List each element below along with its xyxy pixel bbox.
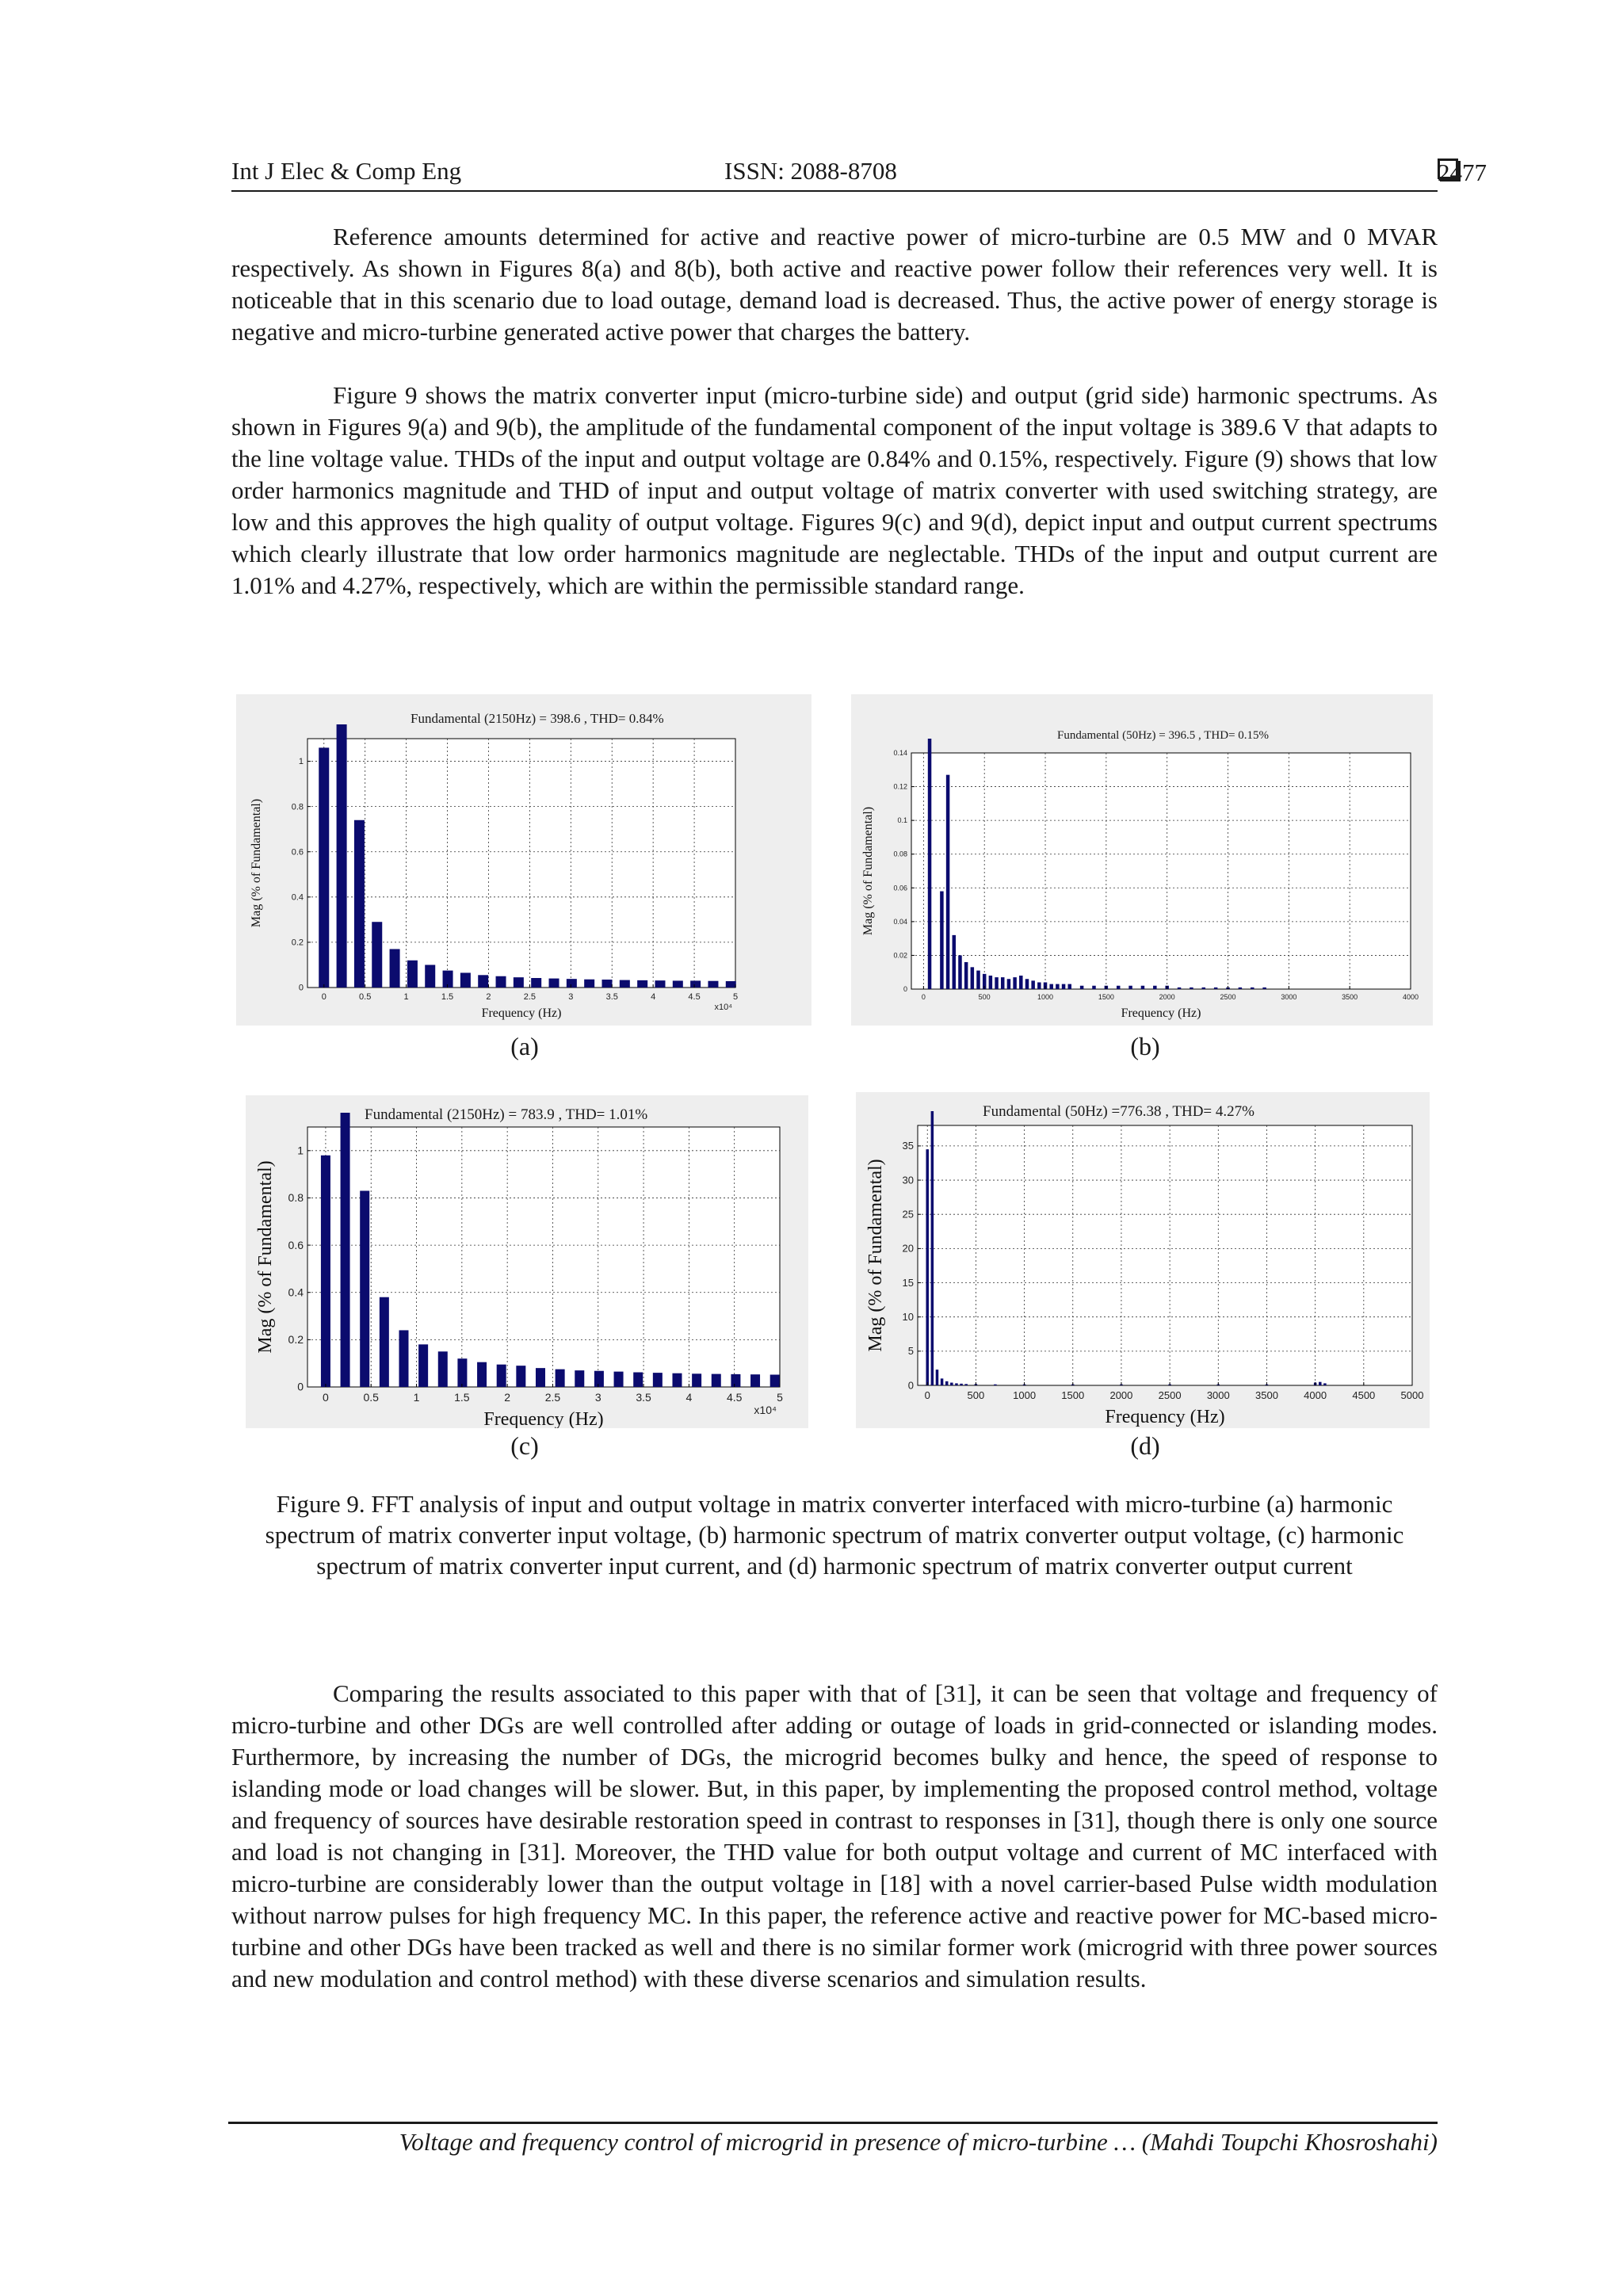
plot-area bbox=[307, 1127, 780, 1387]
bar bbox=[319, 747, 329, 988]
x-tick-label: 4.5 bbox=[688, 992, 701, 1002]
y-tick-label: 0.14 bbox=[893, 749, 907, 757]
bar bbox=[726, 981, 736, 988]
bar bbox=[372, 922, 382, 988]
paragraph-2: Figure 9 shows the matrix converter input (micro-turbine side) and output (grid side) harmonic spectrums. As shown in Figures 9(a) and 9(b), the amplitude of the fundamental component of the input voltage is 389.6 V that adapts to the line voltage value. THDs of the input and output voltage are 0.84% and 0.15%, respectively. Figure (9) shows that low order harmonics magnitude and THD of input and output voltage of matrix converter with used switching strategy, are low and this approves the high quality of output voltage. Figures 9(c) and 9(d), depict input and output current spectrums which clearly illustrate that low order harmonics magnitude are neglectable. THDs of the input and output current are 1.01% and 4.27%, respectively, which are within the permissible standard range. bbox=[231, 381, 1438, 599]
x-tick-label: 1500 bbox=[1098, 993, 1114, 1001]
bar bbox=[418, 1344, 428, 1387]
x-tick-label: 1000 bbox=[1037, 993, 1054, 1001]
bar bbox=[1056, 984, 1060, 989]
bar bbox=[478, 975, 488, 988]
plot-area bbox=[918, 1125, 1412, 1385]
bar bbox=[1214, 988, 1218, 989]
bar bbox=[438, 1351, 448, 1387]
bar bbox=[1178, 988, 1182, 989]
bar bbox=[1037, 982, 1041, 989]
sublabel-c: (c) bbox=[510, 1431, 539, 1460]
x-tick-label: 2 bbox=[486, 992, 491, 1002]
y-tick-label: 0.6 bbox=[291, 847, 304, 858]
bar bbox=[931, 1111, 934, 1385]
y-axis-label: Mag (% of Fundamental) bbox=[250, 798, 263, 928]
x-tick-label: 5 bbox=[777, 1391, 783, 1404]
bar bbox=[354, 820, 365, 988]
bar bbox=[1092, 986, 1096, 989]
bar bbox=[750, 1374, 760, 1387]
sublabel-d: (d) bbox=[1130, 1431, 1160, 1460]
bar bbox=[692, 1373, 701, 1387]
chart-c bbox=[246, 1095, 808, 1428]
x-tick-label: 3 bbox=[568, 992, 574, 1002]
bar bbox=[708, 981, 718, 988]
bar bbox=[770, 1374, 780, 1387]
bar bbox=[989, 976, 993, 989]
x-tick-label: 2.5 bbox=[523, 992, 537, 1002]
bar bbox=[936, 1370, 939, 1385]
x-tick-label: 2500 bbox=[1220, 993, 1236, 1001]
figure-panel-a bbox=[236, 694, 812, 1026]
bar bbox=[655, 980, 665, 988]
bar bbox=[1190, 988, 1193, 989]
footer-rule bbox=[228, 2122, 1438, 2124]
bar bbox=[602, 980, 613, 988]
figure-panel-b bbox=[851, 694, 1433, 1026]
bar bbox=[1117, 986, 1121, 989]
x-tick-label: 0.5 bbox=[359, 992, 372, 1002]
y-tick-label: 0.02 bbox=[893, 951, 907, 960]
bar bbox=[690, 980, 701, 988]
bar bbox=[1202, 988, 1206, 989]
paragraph-1: Reference amounts determined for active and reactive power of micro-turbine are 0.5 MW and 0 MVAR respectively. As shown in Figures 8(a) and 8(b), both active and reactive power follow their references very well. It is noticeable that in this scenario due to load outage, demand load is decreased. Thus, the active power of energy storage is negative and micro-turbine generated active power that charges the battery. bbox=[231, 223, 1438, 346]
sublabel-a: (a) bbox=[510, 1032, 539, 1060]
chart-b bbox=[851, 694, 1433, 1026]
bar bbox=[575, 1370, 584, 1387]
x-tick-label: 1.5 bbox=[454, 1391, 470, 1404]
bar bbox=[995, 977, 999, 989]
y-tick-label: 10 bbox=[902, 1311, 914, 1324]
x-multiplier: x10⁴ bbox=[714, 1003, 732, 1012]
bar bbox=[1251, 988, 1254, 989]
x-tick-label: 2.5 bbox=[544, 1391, 561, 1404]
bar bbox=[341, 1113, 350, 1387]
bar bbox=[926, 1149, 929, 1385]
bar bbox=[633, 1373, 643, 1387]
x-axis-label: Frequency (Hz) bbox=[481, 1007, 562, 1020]
bar bbox=[594, 1371, 604, 1387]
x-tick-label: 2500 bbox=[1158, 1389, 1182, 1401]
bar bbox=[964, 1384, 968, 1385]
sublabel-b: (b) bbox=[1130, 1032, 1160, 1060]
x-tick-label: 500 bbox=[978, 993, 991, 1001]
x-tick-label: 500 bbox=[967, 1389, 985, 1401]
bar bbox=[1001, 977, 1005, 989]
bar bbox=[514, 977, 524, 988]
bar bbox=[1080, 986, 1084, 989]
y-tick-label: 0.08 bbox=[893, 850, 907, 858]
bar bbox=[953, 935, 957, 989]
bar bbox=[1323, 1383, 1327, 1385]
y-tick-label: 0 bbox=[903, 985, 907, 993]
chart-title: Fundamental (2150Hz) = 398.6 , THD= 0.84% bbox=[411, 711, 664, 726]
bar bbox=[950, 1383, 953, 1385]
y-tick-label: 1 bbox=[297, 1144, 304, 1157]
bar bbox=[945, 1381, 949, 1385]
y-tick-label: 0 bbox=[298, 983, 304, 993]
bar bbox=[940, 892, 944, 989]
y-tick-label: 0.2 bbox=[288, 1333, 304, 1347]
y-tick-label: 0.8 bbox=[288, 1191, 304, 1205]
x-tick-label: 3500 bbox=[1342, 993, 1358, 1001]
x-tick-label: 4 bbox=[651, 992, 656, 1002]
bar bbox=[971, 967, 975, 989]
bar bbox=[536, 1368, 545, 1387]
running-footer: Voltage and frequency control of microgrid in presence of micro-turbine … (Mahdi Toupchi Khosroshahi) bbox=[399, 2128, 1438, 2156]
x-tick-label: 1.5 bbox=[441, 992, 454, 1002]
bar bbox=[360, 1191, 369, 1387]
bar bbox=[731, 1374, 740, 1387]
x-tick-label: 1000 bbox=[1013, 1389, 1037, 1401]
bar bbox=[958, 955, 962, 989]
x-tick-label: 4.5 bbox=[726, 1391, 743, 1404]
y-tick-label: 0.4 bbox=[288, 1286, 304, 1299]
bar bbox=[955, 1383, 958, 1385]
bar bbox=[443, 971, 453, 988]
paragraph-3: Comparing the results associated to this paper with that of [31], it can be seen that voltage and frequency of micro-turbine and other DGs are well controlled after adding or outage of loads in grid-connected or islanding modes. Furthermore, by increasing the number of DGs, the microgrid becomes bulky and hence, the speed of response to islanding mode or load changes will be slower. But, in this paper, by implementing the proposed control method, voltage and frequency of sources have desirable restoration speed in contrast to responses in [31], though there is only one source and load is not changing in [31]. Moreover, the THD value for both output voltage and current of MC interfaced with micro-turbine are considerably lower than the output voltage in [18] with a novel carrier-based Pulse width modulation without narrow pulses for high frequency MC. In this paper, the reference active and reactive power for MC-based micro-turbine and other DGs have been tracked as well and there is no similar former work (microgrid with three power sources and new modulation and control method) with these diverse scenarios and simulation results. bbox=[231, 1679, 1438, 1992]
x-axis-label: Frequency (Hz) bbox=[483, 1409, 604, 1428]
y-tick-label: 1 bbox=[298, 757, 304, 767]
x-tick-label: 3.5 bbox=[636, 1391, 651, 1404]
bar bbox=[1153, 986, 1157, 989]
x-tick-label: 4 bbox=[685, 1391, 693, 1404]
page-number: 2477 bbox=[1438, 159, 1487, 186]
bar bbox=[673, 980, 683, 988]
x-tick-label: 3000 bbox=[1206, 1389, 1230, 1401]
chart-a bbox=[236, 694, 812, 1026]
chart-d bbox=[856, 1092, 1430, 1428]
x-tick-label: 2 bbox=[504, 1391, 511, 1404]
plot-area bbox=[307, 739, 735, 988]
x-tick-label: 3500 bbox=[1255, 1389, 1278, 1401]
bar bbox=[1128, 986, 1132, 989]
x-tick-label: 2000 bbox=[1159, 993, 1175, 1001]
bar bbox=[712, 1374, 721, 1387]
x-tick-label: 0.5 bbox=[363, 1391, 379, 1404]
bar bbox=[1007, 979, 1011, 989]
x-tick-label: 1 bbox=[403, 992, 409, 1002]
bar bbox=[457, 1358, 467, 1387]
bar bbox=[425, 965, 435, 988]
y-tick-label: 0 bbox=[297, 1380, 304, 1393]
bar bbox=[531, 978, 541, 988]
bar bbox=[964, 962, 968, 989]
bar bbox=[390, 949, 400, 988]
figure-panel-d bbox=[856, 1092, 1430, 1428]
bar bbox=[380, 1297, 389, 1387]
x-tick-label: 0 bbox=[921, 993, 926, 1001]
x-tick-label: 4500 bbox=[1352, 1389, 1376, 1401]
chart-title: Fundamental (50Hz) =776.38 , THD= 4.27% bbox=[983, 1103, 1254, 1120]
bar bbox=[549, 979, 559, 988]
x-tick-label: 3.5 bbox=[605, 992, 618, 1002]
y-axis-label: Mag (% of Fundamental) bbox=[255, 1160, 276, 1354]
x-tick-label: 4000 bbox=[1402, 993, 1419, 1001]
bar bbox=[1049, 984, 1053, 989]
bar bbox=[614, 1372, 624, 1387]
y-tick-label: 0.6 bbox=[288, 1238, 304, 1251]
bar bbox=[460, 972, 471, 988]
running-header bbox=[231, 155, 1487, 192]
y-axis-label: Mag (% of Fundamental) bbox=[865, 1159, 886, 1352]
bar bbox=[1013, 977, 1017, 989]
x-tick-label: 0 bbox=[321, 992, 327, 1002]
bar bbox=[946, 775, 950, 989]
bar bbox=[1019, 976, 1023, 989]
issn: ISSN: 2088-8708 bbox=[724, 157, 897, 185]
x-tick-label: 5 bbox=[732, 992, 739, 1002]
y-tick-label: 5 bbox=[907, 1345, 914, 1358]
bar bbox=[1239, 988, 1243, 989]
x-tick-label: 0 bbox=[323, 1391, 329, 1404]
bar bbox=[516, 1366, 525, 1387]
bar bbox=[321, 1156, 330, 1387]
bar bbox=[1068, 984, 1072, 989]
bar bbox=[976, 971, 980, 989]
journal-name: Int J Elec & Comp Eng bbox=[231, 157, 462, 185]
y-tick-label: 20 bbox=[902, 1242, 914, 1255]
bar bbox=[399, 1330, 408, 1387]
bar bbox=[1025, 979, 1029, 989]
bar bbox=[928, 739, 932, 989]
chart-title: Fundamental (2150Hz) = 783.9 , THD= 1.01% bbox=[365, 1106, 648, 1123]
bar bbox=[672, 1373, 682, 1387]
bar bbox=[1031, 980, 1035, 989]
y-axis-label: Mag (% of Fundamental) bbox=[861, 806, 875, 936]
bar bbox=[941, 1378, 944, 1385]
y-tick-label: 0 bbox=[907, 1379, 914, 1392]
bar bbox=[637, 980, 647, 988]
y-tick-label: 25 bbox=[902, 1208, 914, 1221]
bar bbox=[620, 980, 630, 988]
y-tick-label: 0.8 bbox=[291, 802, 304, 812]
chart-title: Fundamental (50Hz) = 396.5 , THD= 0.15% bbox=[1057, 729, 1270, 742]
y-tick-label: 0.1 bbox=[897, 816, 907, 825]
y-tick-label: 0.04 bbox=[893, 917, 907, 926]
x-tick-label: 5000 bbox=[1400, 1389, 1424, 1401]
bar bbox=[497, 1365, 506, 1387]
bar bbox=[1141, 986, 1145, 989]
figure-caption: Figure 9. FFT analysis of input and output voltage in matrix converter interfaced with micro-turbine (a) harmonic spectrum of matrix converter input voltage, (b) harmonic spectrum of matrix converter output voltage, (c) harmonic spectrum of matrix converter input current, and (d) harmonic spectrum of matrix converter output current bbox=[265, 1490, 1404, 1580]
y-tick-label: 0.4 bbox=[291, 892, 304, 903]
figure-panel-c bbox=[246, 1095, 808, 1428]
bar bbox=[1262, 988, 1266, 989]
y-tick-label: 0.06 bbox=[893, 884, 907, 892]
x-tick-label: 4000 bbox=[1304, 1389, 1327, 1401]
bar bbox=[584, 980, 594, 988]
x-tick-label: 3 bbox=[594, 1391, 601, 1404]
x-multiplier: x10⁴ bbox=[754, 1404, 777, 1416]
x-tick-label: 3000 bbox=[1281, 993, 1297, 1001]
bar bbox=[567, 979, 577, 988]
bar bbox=[496, 976, 506, 988]
bar bbox=[477, 1362, 487, 1387]
bar bbox=[556, 1370, 565, 1387]
y-tick-label: 30 bbox=[902, 1174, 914, 1186]
bar bbox=[653, 1373, 663, 1387]
bar bbox=[1319, 1382, 1322, 1385]
y-tick-label: 0.2 bbox=[291, 938, 304, 948]
x-tick-label: 0 bbox=[924, 1389, 930, 1401]
x-axis-label: Frequency (Hz) bbox=[1105, 1407, 1225, 1427]
x-tick-label: 1 bbox=[413, 1391, 420, 1404]
y-tick-label: 15 bbox=[902, 1276, 914, 1289]
bar bbox=[1062, 984, 1066, 989]
x-tick-label: 1500 bbox=[1061, 1389, 1085, 1401]
x-axis-label: Frequency (Hz) bbox=[1121, 1007, 1201, 1020]
bar bbox=[337, 724, 347, 988]
x-tick-label: 2000 bbox=[1109, 1389, 1133, 1401]
y-tick-label: 35 bbox=[902, 1140, 914, 1152]
plot-area bbox=[911, 753, 1411, 989]
bar bbox=[960, 1384, 963, 1385]
bar bbox=[407, 961, 418, 988]
y-tick-label: 0.12 bbox=[893, 782, 907, 791]
